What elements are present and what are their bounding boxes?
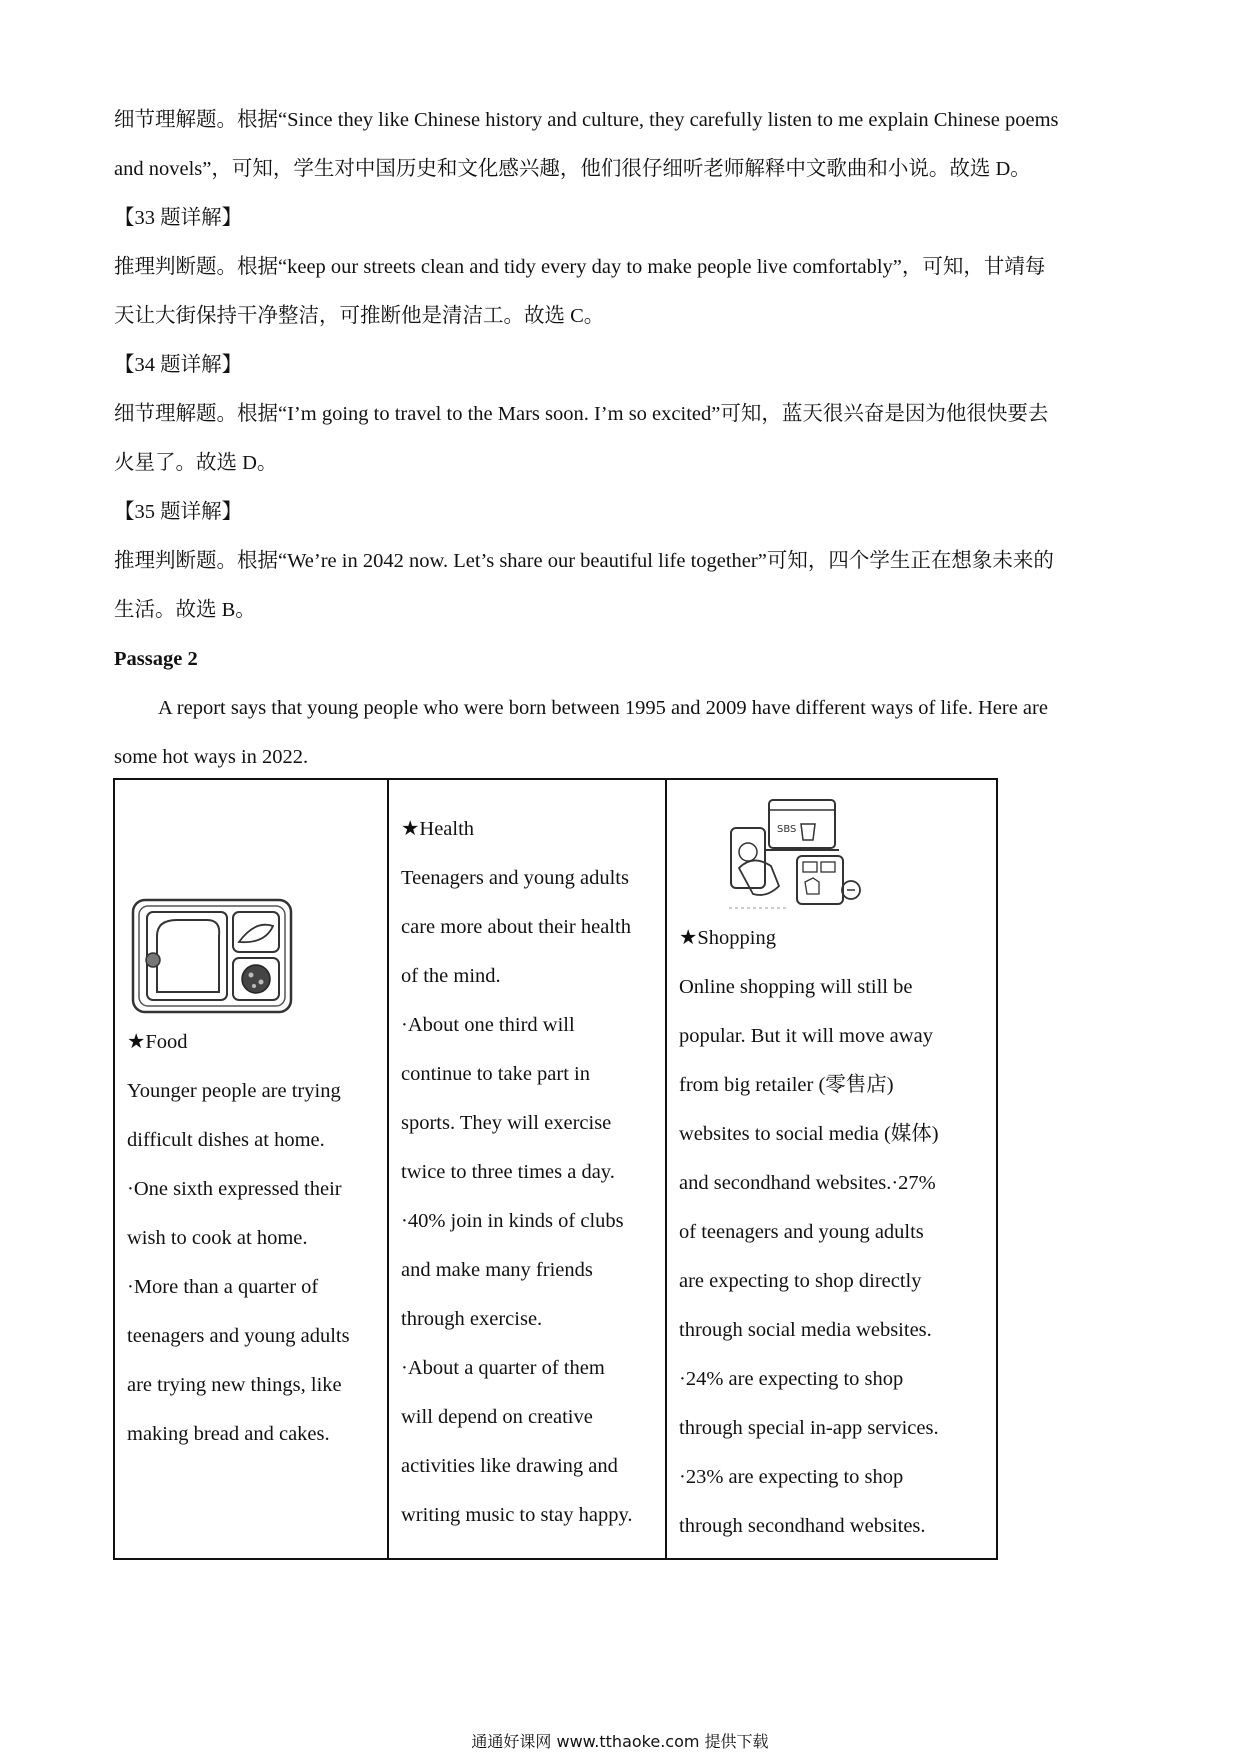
text-line: 火星了。故选 D。 (114, 452, 278, 474)
lunch-box-icon (127, 896, 297, 1018)
page-footer: 通通好课网 www.tthaoke.com 提供下载 (471, 1732, 769, 1751)
intro-line: some hot ways in 2022. (114, 746, 309, 768)
shopping-line: websites to social media (媒体) (679, 1123, 939, 1145)
food-cell (114, 779, 388, 1559)
shopping-line: from big retailer (零售店) (679, 1074, 894, 1096)
health-line: and make many friends (401, 1259, 593, 1281)
health-cell (388, 779, 666, 1559)
text-line: 天让大街保持干净整洁，可推断他是清洁工。故选 C。 (114, 305, 605, 327)
hot-ways-table (113, 778, 998, 1560)
text-line: 推理判断题。根据“keep our streets clean and tidy every day to make people live comfortably”，可知，甘靖每 (114, 256, 1046, 278)
shopping-line: Online shopping will still be (679, 976, 913, 998)
text-line: 生活。故选 B。 (114, 599, 256, 621)
health-line: continue to take part in (401, 1063, 590, 1085)
food-line: Younger people are trying (127, 1080, 341, 1102)
food-title: ★ Food (127, 1018, 377, 1067)
food-line: wish to cook at home. (127, 1227, 308, 1249)
section-heading-33: 【33 题详解】 (114, 207, 243, 229)
food-line: ·One sixth expressed their (127, 1178, 342, 1200)
intro-line: A report says that young people who were born between 1995 and 2009 have different ways of life. Here are (158, 697, 1048, 719)
shopping-line: through secondhand websites. (679, 1515, 926, 1537)
health-line: ·About a quarter of them (401, 1357, 605, 1379)
health-title: ★ Health (401, 805, 655, 854)
food-line: ·More than a quarter of (127, 1276, 319, 1298)
health-line: of the mind. (401, 965, 501, 987)
shopping-line: are expecting to shop directly (679, 1270, 922, 1292)
food-line: teenagers and young adults (127, 1325, 350, 1347)
text-line: 细节理解题。根据“I’m going to travel to the Mars soon. I’m so excited”可知，蓝天很兴奋是因为他很快要去 (114, 403, 1049, 425)
shopping-line: and secondhand websites.·27% (679, 1172, 936, 1194)
shopping-line: popular. But it will move away (679, 1025, 933, 1047)
shopping-cell (666, 779, 997, 1559)
text-line: 推理判断题。根据“We’re in 2042 now. Let’s share our beautiful life together”可知，四个学生正在想象未来的 (114, 550, 1054, 572)
food-line: making bread and cakes. (127, 1423, 330, 1445)
health-line: twice to three times a day. (401, 1161, 615, 1183)
food-line: are trying new things, like (127, 1374, 342, 1396)
health-line: through exercise. (401, 1308, 543, 1330)
svg-text:SBS: SBS (777, 824, 797, 835)
shopping-title: ★ Shopping (679, 914, 986, 963)
health-line: ·About one third will (401, 1014, 575, 1036)
text-line: 细节理解题。根据“Since they like Chinese history and culture, they carefully listen to me explain Chinese poems (114, 109, 1059, 131)
online-shopping-icon (709, 790, 909, 914)
section-heading-35: 【35 题详解】 (114, 501, 243, 523)
passage-title: Passage 2 (114, 648, 198, 670)
shopping-line: ·24% are expecting to shop (679, 1368, 904, 1390)
health-line: activities like drawing and (401, 1455, 618, 1477)
health-line: Teenagers and young adults (401, 867, 629, 889)
shopping-line: ·23% are expecting to shop (679, 1466, 904, 1488)
health-line: will depend on creative (401, 1406, 593, 1428)
health-line: writing music to stay happy. (401, 1504, 633, 1526)
health-line: care more about their health (401, 916, 631, 938)
shopping-line: of teenagers and young adults (679, 1221, 924, 1243)
shopping-line: through special in-app services. (679, 1417, 939, 1439)
health-line: sports. They will exercise (401, 1112, 612, 1134)
food-line: difficult dishes at home. (127, 1129, 325, 1151)
shopping-line: through social media websites. (679, 1319, 932, 1341)
text-line: and novels”，可知，学生对中国历史和文化感兴趣，他们很仔细听老师解释中文歌曲和小说。故选 D。 (114, 158, 1031, 180)
health-line: ·40% join in kinds of clubs (401, 1210, 624, 1232)
section-heading-34: 【34 题详解】 (114, 354, 243, 376)
